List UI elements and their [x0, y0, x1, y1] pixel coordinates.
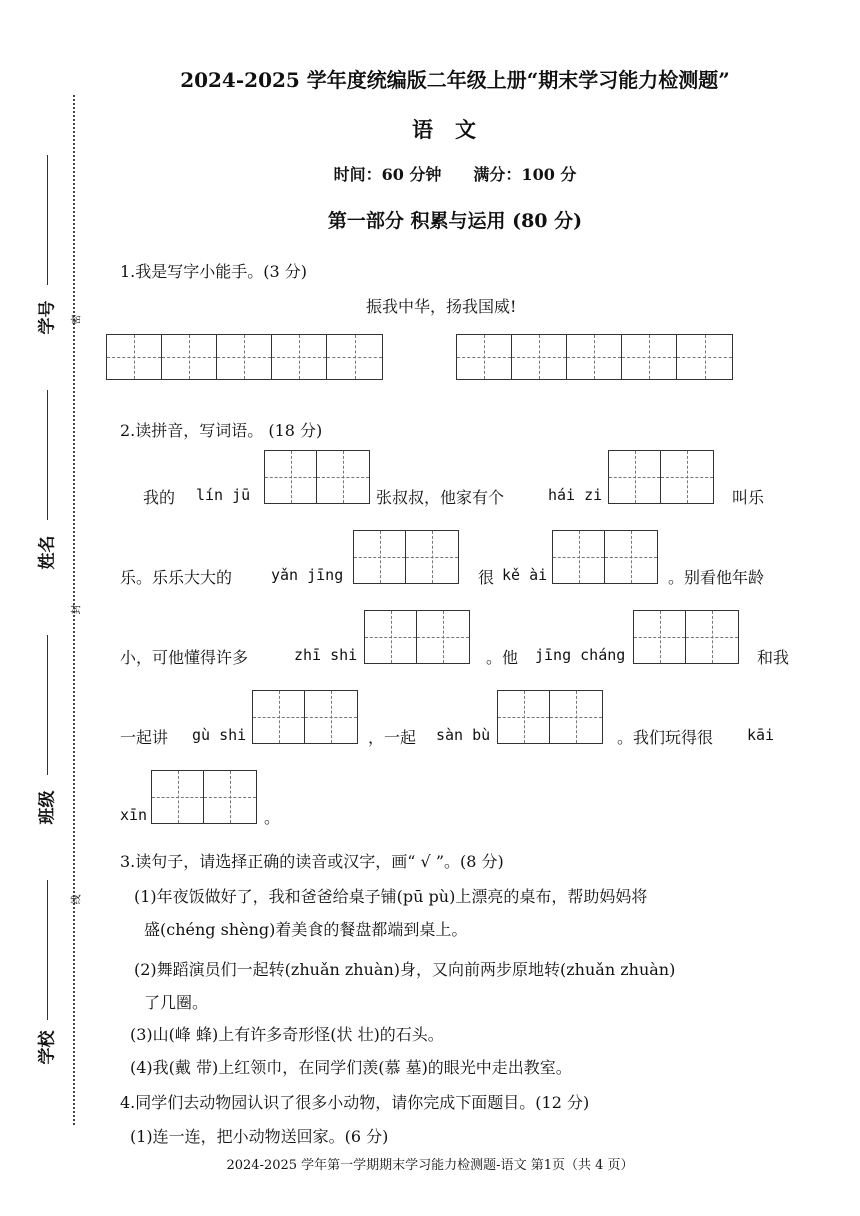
q1-writing-grid-left[interactable]	[106, 334, 383, 380]
q2-line1-text-b: 张叔叔，他家有个	[376, 488, 505, 507]
q2-line1-text-a: 我的	[143, 488, 176, 507]
q2-line5-text-c: 。	[264, 808, 281, 827]
q2-pinyin-linju: lín jū	[196, 486, 251, 504]
q2-pinyin-kai: kāi	[747, 726, 775, 744]
writing-cell[interactable]	[512, 335, 567, 379]
writing-cell[interactable]	[622, 335, 677, 379]
subject-title: 语文	[412, 117, 498, 142]
q2-answer-box-kaixin[interactable]	[151, 770, 257, 824]
q1-writing-grid-right[interactable]	[456, 334, 733, 380]
time-score-line: 时间：60 分钟 满分：100 分	[333, 165, 577, 184]
q2-answer-box-linju[interactable]	[264, 450, 370, 504]
q2-pinyin-sanbu: sàn bù	[436, 726, 491, 744]
writing-cell[interactable]	[327, 335, 382, 379]
field-school-line[interactable]	[47, 880, 48, 1020]
writing-cell[interactable]	[107, 335, 162, 379]
writing-cell[interactable]	[272, 335, 327, 379]
q2-pinyin-haizi: hái zi	[548, 486, 603, 504]
q2-line3-text-c: 和我	[757, 648, 790, 667]
seal-char-mi: 密	[71, 314, 83, 325]
writing-cell[interactable]	[162, 335, 217, 379]
q3-sentence-1b[interactable]: 盛(chéng shèng)着美食的餐盘都端到桌上。	[144, 920, 468, 939]
q2-line2-text-b: 很	[478, 568, 495, 587]
writing-cell[interactable]	[677, 335, 732, 379]
page-footer: 2024-2025 学年第一学期期末学习能力检测题-语文 第1页（共 4 页）	[226, 1158, 634, 1173]
q3-sentence-3[interactable]: (3)山(峰 蜂)上有许多奇形怪(状 壮)的石头。	[130, 1025, 444, 1044]
seal-char-xian: 线	[71, 894, 83, 905]
q2-answer-box-gushi[interactable]	[252, 690, 358, 744]
part-one-heading: 第一部分 积累与运用 (80 分)	[327, 210, 583, 232]
q1-sentence: 振我中华，扬我国威!	[366, 297, 517, 316]
q2-line3-text-b: 。他	[486, 648, 519, 667]
field-class-label: 班级	[37, 790, 58, 825]
q2-answer-box-keai[interactable]	[552, 530, 658, 584]
q3-sentence-2a[interactable]: (2)舞蹈演员们一起转(zhuǎn zhuàn)身，又向前两步原地转(zhuǎn zhuàn)	[134, 960, 676, 979]
seal-char-feng: 封	[71, 604, 83, 615]
field-student-id-label: 学号	[37, 300, 58, 335]
q3-sentence-4[interactable]: (4)我(戴 带)上红领巾，在同学们羡(慕 墓)的眼光中走出教室。	[130, 1058, 572, 1077]
exam-title: 2024-2025 学年度统编版二年级上册“期末学习能力检测题”	[180, 68, 730, 92]
writing-cell[interactable]	[217, 335, 272, 379]
q2-answer-box-yanjing[interactable]	[353, 530, 459, 584]
q2-pinyin-gushi: gù shi	[192, 726, 247, 744]
q3-sentence-1a[interactable]: (1)年夜饭做好了，我和爸爸给桌子铺(pū pù)上漂亮的桌布，帮助妈妈将	[134, 887, 648, 906]
q2-line2-text-a: 乐。乐乐大大的	[120, 568, 233, 587]
q2-line2-text-c: 。别看他年龄	[668, 568, 765, 587]
q2-line3-text-a: 小，可他懂得许多	[120, 648, 249, 667]
writing-cell[interactable]	[457, 335, 512, 379]
writing-cell[interactable]	[567, 335, 622, 379]
q1-title: 1.我是写字小能手。(3 分)	[120, 262, 308, 281]
q3-sentence-2b: 了几圈。	[144, 993, 209, 1012]
q2-answer-box-sanbu[interactable]	[497, 690, 603, 744]
q2-line4-text-b: ，一起	[368, 728, 417, 747]
q2-pinyin-keai: kě ài	[502, 566, 548, 584]
q4-sub1: (1)连一连，把小动物送回家。(6 分)	[130, 1127, 389, 1146]
q2-line1-text-c: 叫乐	[732, 488, 765, 507]
q2-answer-box-zhishi[interactable]	[364, 610, 470, 664]
q2-pinyin-yanjing: yǎn jīng	[271, 566, 344, 584]
q2-pinyin-jingchang: jīng cháng	[535, 646, 626, 664]
field-name-label: 姓名	[37, 535, 58, 570]
q2-answer-box-jingchang[interactable]	[633, 610, 739, 664]
field-school-label: 学校	[37, 1030, 58, 1065]
field-class-line[interactable]	[47, 635, 48, 775]
q2-line4-text-c: 。我们玩得很	[617, 728, 714, 747]
q2-pinyin-zhishi: zhī shi	[294, 646, 358, 664]
q4-title: 4.同学们去动物园认识了很多小动物，请你完成下面题目。(12 分)	[120, 1093, 590, 1112]
q2-line4-text-a: 一起讲	[120, 728, 169, 747]
field-name-line[interactable]	[47, 390, 48, 520]
q2-title: 2.读拼音，写词语。 (18 分)	[120, 421, 323, 440]
q3-title: 3.读句子，请选择正确的读音或汉字，画“ √ ”。(8 分)	[120, 852, 504, 871]
q2-pinyin-xin: xīn	[120, 806, 148, 824]
q2-answer-box-haizi[interactable]	[608, 450, 714, 504]
